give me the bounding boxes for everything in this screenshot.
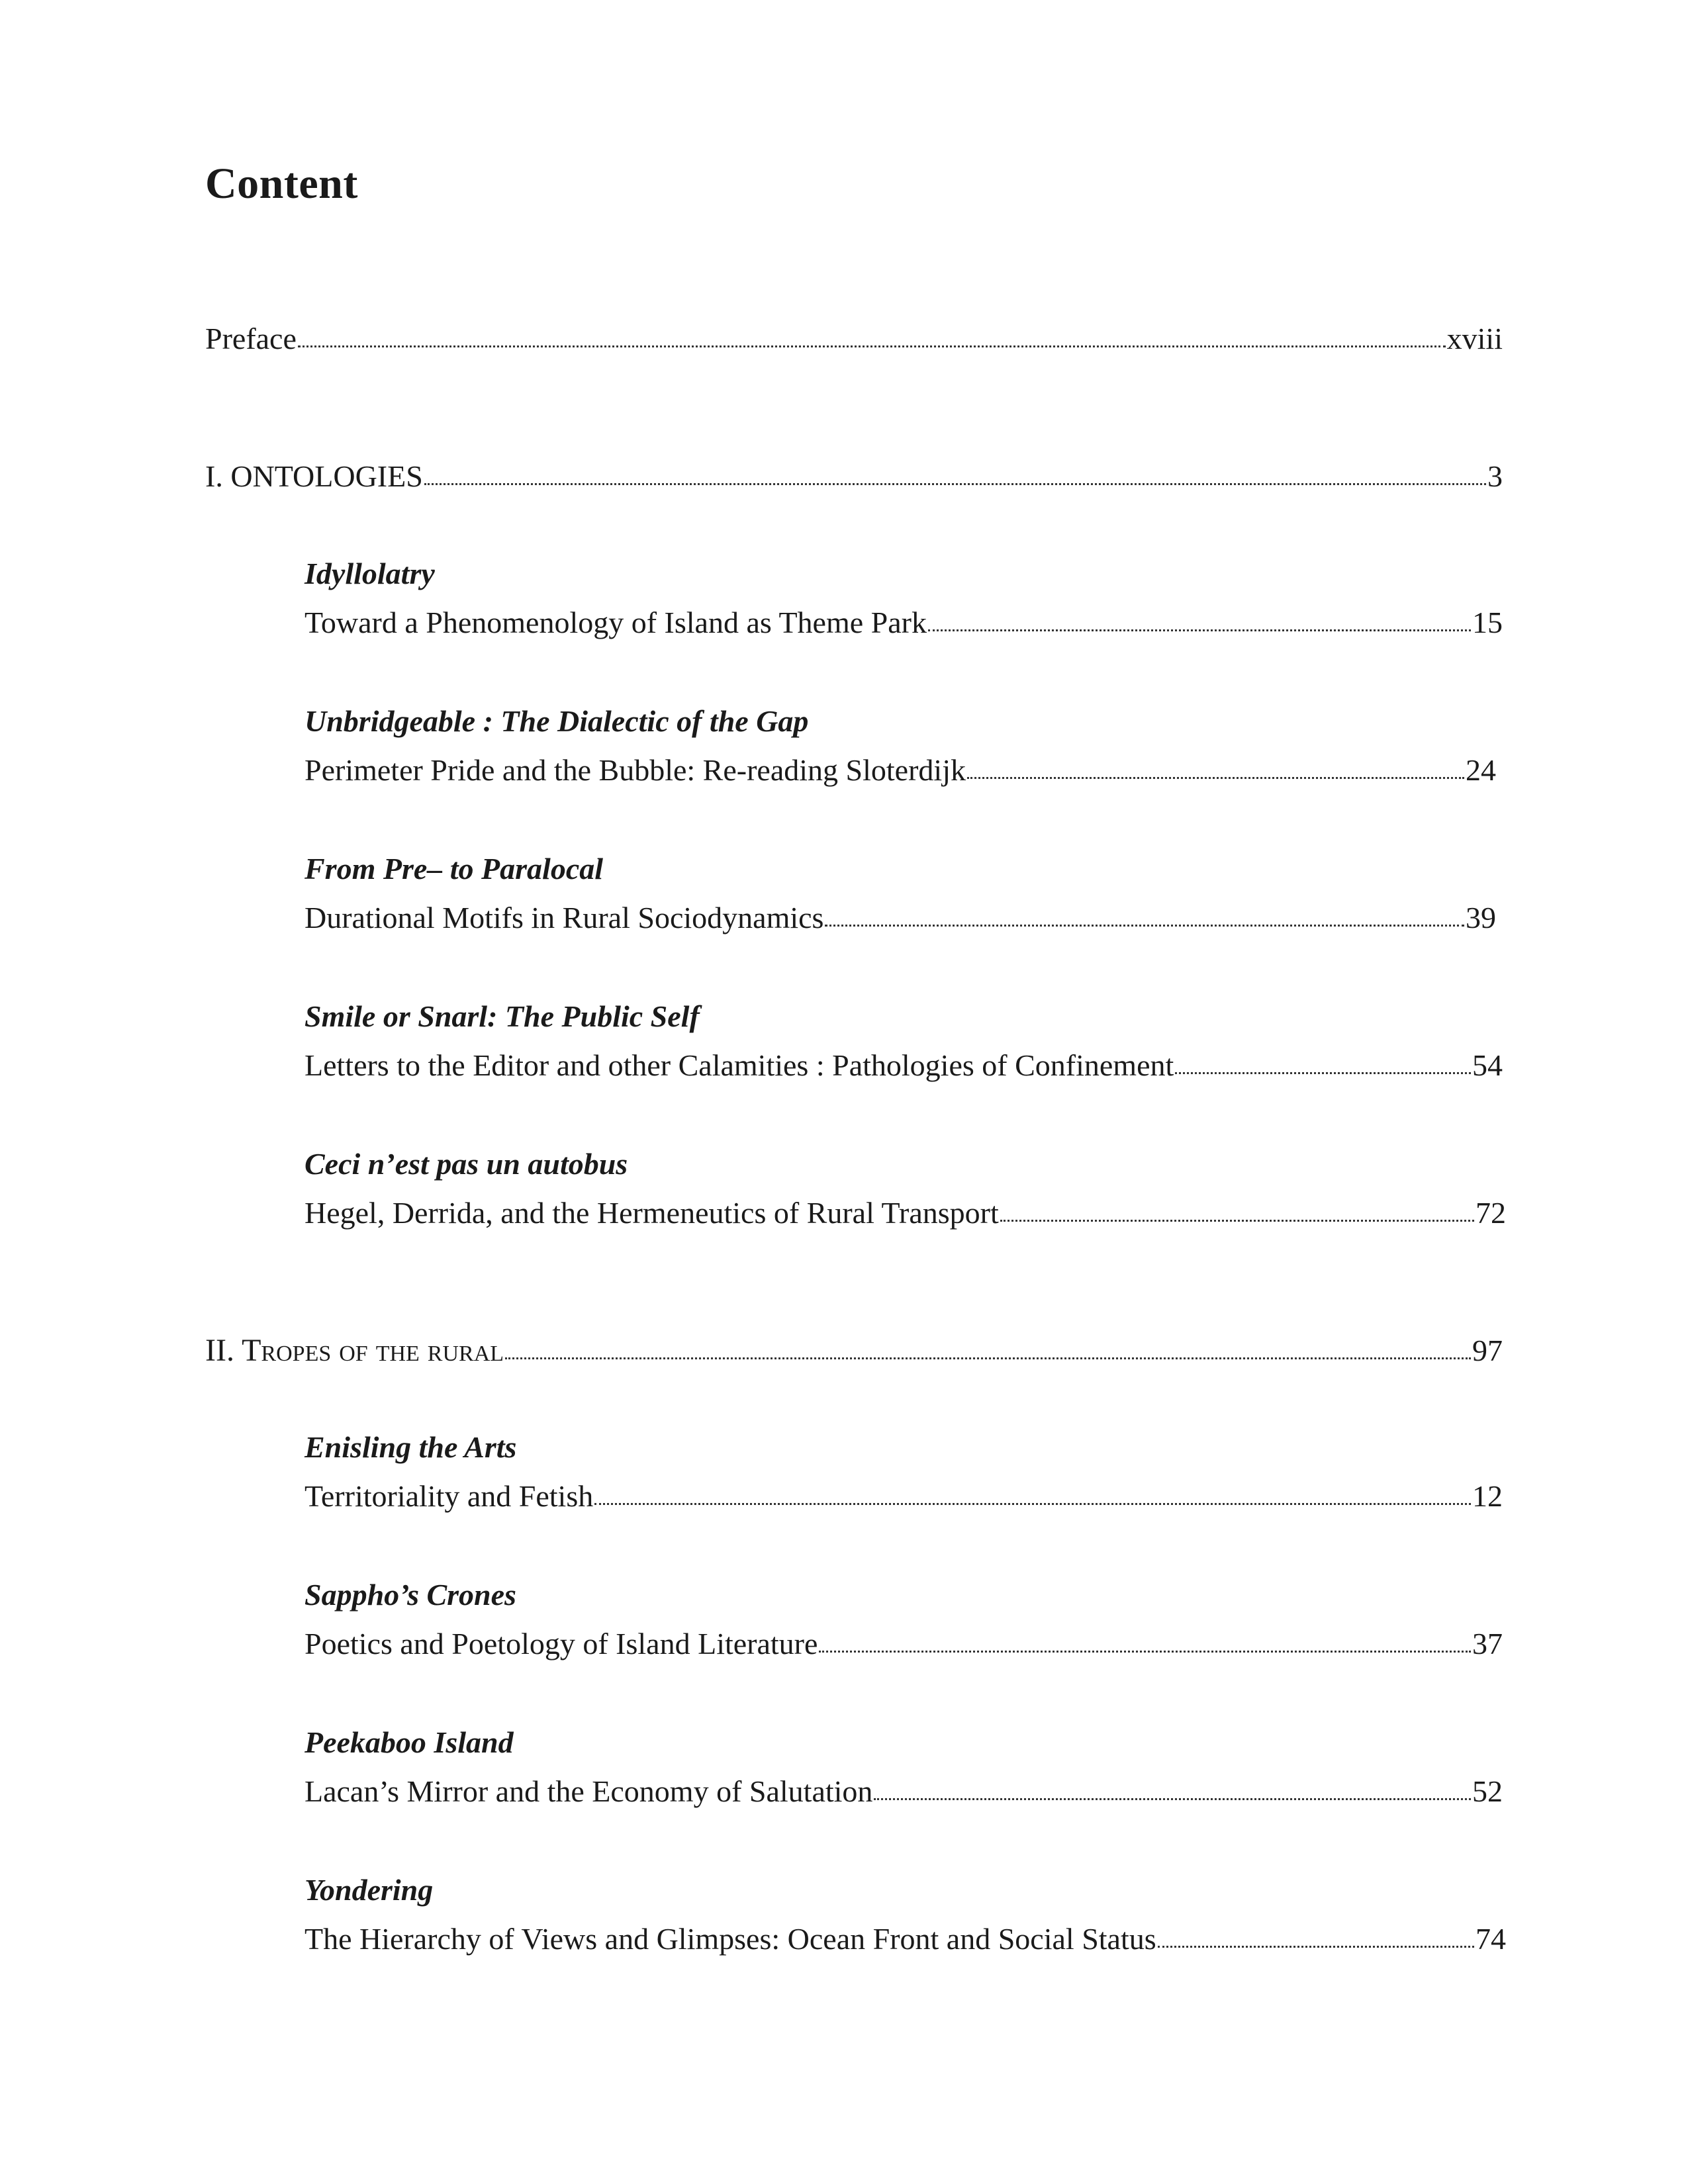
chapter-title: Smile or Snarl: The Public Self	[305, 999, 700, 1033]
dot-leader	[819, 1651, 1471, 1653]
dot-leader	[298, 345, 1446, 347]
toc-page-number: 15	[1472, 606, 1503, 639]
toc-entry[interactable]	[305, 1626, 1503, 1661]
dot-leader	[825, 925, 1464, 927]
dot-leader	[1000, 1220, 1474, 1222]
toc-entry[interactable]	[305, 605, 1503, 640]
chapter-title: From Pre– to Paralocal	[305, 852, 604, 886]
chapter-subtitle: Lacan’s Mirror and the Economy of Salutation	[305, 1774, 873, 1808]
dot-leader	[594, 1503, 1471, 1505]
chapter-subtitle: Durational Motifs in Rural Sociodynamics	[305, 901, 824, 934]
dot-leader	[424, 483, 1486, 485]
toc-page-number: 74	[1476, 1922, 1506, 1956]
dot-leader	[967, 777, 1464, 779]
toc-page-number: 3	[1487, 459, 1503, 493]
toc-page-number: 52	[1472, 1774, 1503, 1808]
toc-entry[interactable]	[305, 1048, 1503, 1083]
part-title: II. Tropes of the rural	[205, 1333, 504, 1368]
toc-entry[interactable]	[305, 1479, 1503, 1514]
chapter-title: Enisling the Arts	[305, 1430, 517, 1464]
toc-entry[interactable]	[305, 752, 1496, 788]
chapter-title: Yondering	[305, 1873, 434, 1907]
toc-page-number: 97	[1472, 1334, 1503, 1367]
toc-page-number: 37	[1472, 1627, 1503, 1661]
chapter-subtitle: Hegel, Derrida, and the Hermeneutics of Rural Transport	[305, 1196, 999, 1230]
dot-leader	[1175, 1072, 1471, 1074]
chapter-title: Sappho’s Crones	[305, 1578, 516, 1612]
toc-entry[interactable]	[305, 1774, 1503, 1809]
toc-page-number: 72	[1476, 1196, 1506, 1230]
chapter-subtitle: Toward a Phenomenology of Island as Theme Park	[305, 606, 927, 639]
toc-part-1[interactable]	[205, 459, 1503, 494]
chapter-subtitle: Letters to the Editor and other Calamities : Pathologies of Confinement	[305, 1048, 1174, 1082]
dot-leader	[1158, 1946, 1474, 1948]
toc-entry[interactable]	[305, 900, 1496, 935]
toc-page-number: 12	[1472, 1479, 1503, 1513]
dot-leader	[928, 629, 1471, 631]
chapter-title: Peekaboo Island	[305, 1725, 514, 1759]
chapter-subtitle: Poetics and Poetology of Island Literature	[305, 1627, 818, 1661]
chapter-subtitle: Territoriality and Fetish	[305, 1479, 594, 1513]
toc-page-number: 24	[1466, 753, 1496, 787]
part-title: I. ONTOLOGIES	[205, 459, 423, 493]
chapter-title: Ceci n’est pas un autobus	[305, 1147, 628, 1181]
dot-leader	[505, 1357, 1471, 1359]
chapter-subtitle: The Hierarchy of Views and Glimpses: Ocean Front and Social Status	[305, 1922, 1156, 1956]
toc-entry-label: Preface	[205, 322, 297, 355]
chapter-title: Unbridgeable : The Dialectic of the Gap	[305, 704, 809, 738]
toc-entry-preface[interactable]	[205, 321, 1503, 356]
toc-page-number: xviii	[1446, 322, 1503, 355]
page-title: Content	[205, 159, 358, 208]
toc-entry[interactable]	[305, 1921, 1506, 1956]
chapter-subtitle: Perimeter Pride and the Bubble: Re-reading Sloterdijk	[305, 753, 966, 787]
dot-leader	[874, 1798, 1471, 1800]
toc-page-number: 54	[1472, 1048, 1503, 1082]
toc-part-2[interactable]	[205, 1332, 1503, 1369]
toc-page-number: 39	[1466, 901, 1496, 934]
toc-entry[interactable]	[305, 1195, 1506, 1230]
chapter-title: Idyllolatry	[305, 557, 435, 590]
